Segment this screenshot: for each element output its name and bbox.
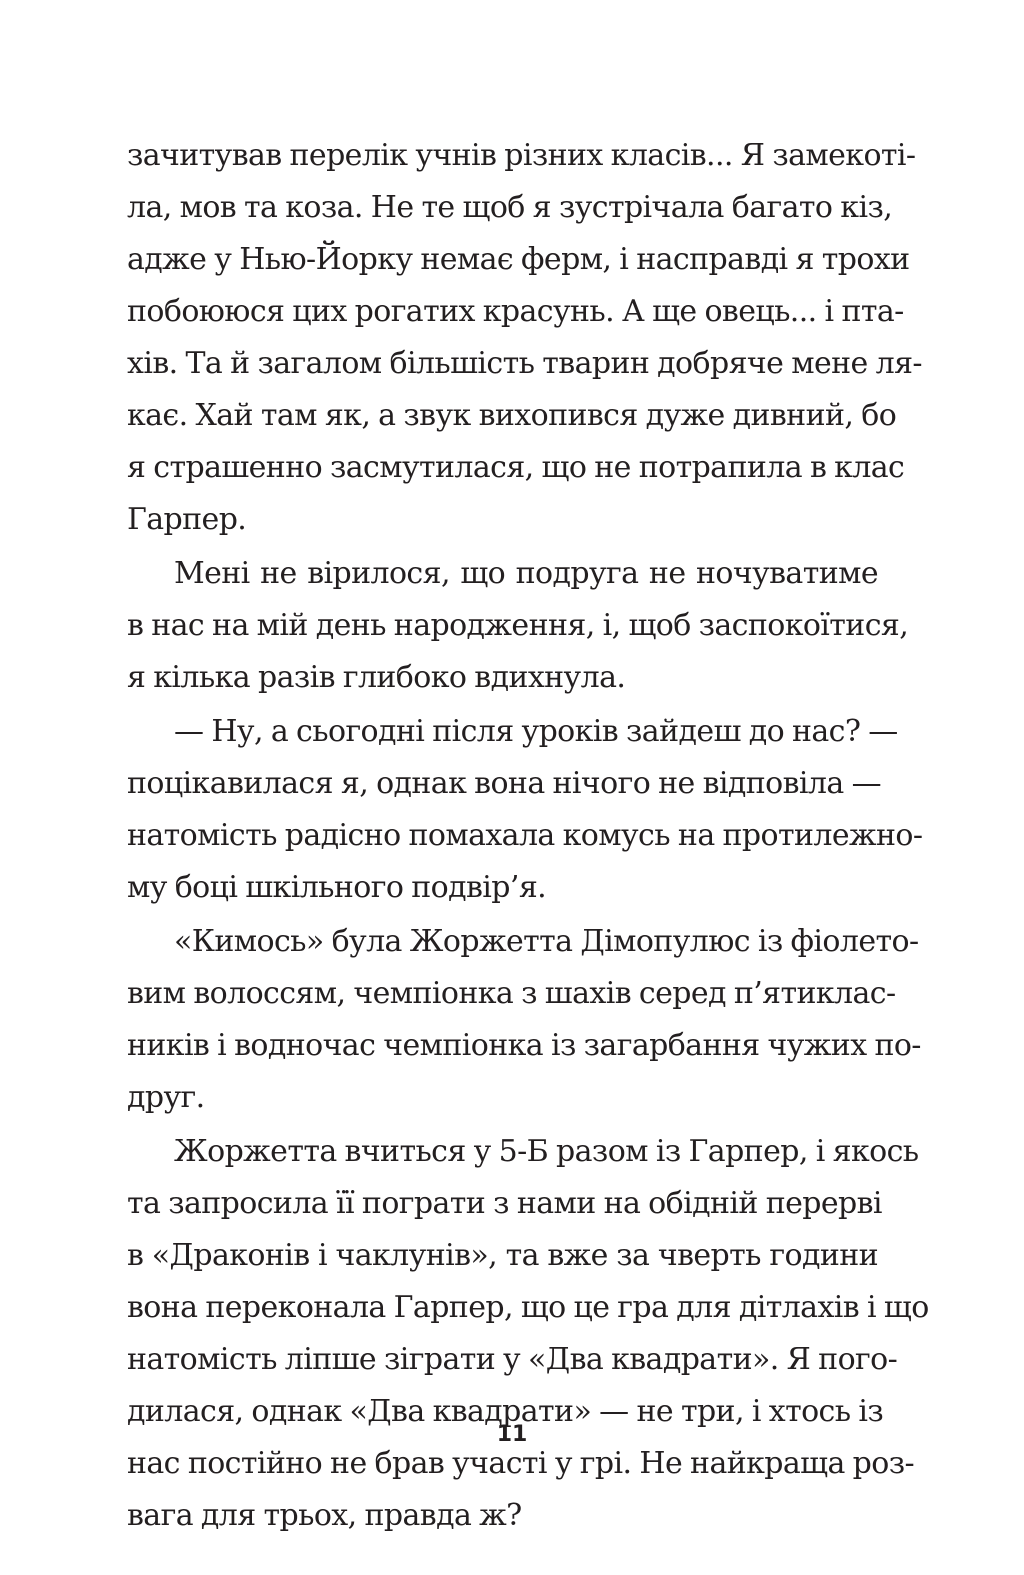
text-line: вага для трьох, правда ж?: [127, 1498, 522, 1533]
paragraph-1: [127, 130, 922, 546]
text-line: вим волоссям, чемпіонка з шахів серед п’ятиклас-: [127, 976, 896, 1011]
text-line: Гарпер.: [127, 502, 247, 537]
paragraph-2: [127, 548, 909, 704]
text-line: — Ну, а сьогодні після уроків зайдеш до нас? —: [174, 714, 898, 749]
text-line: ників і водночас чемпіонка із загарбання чужих по-: [127, 1028, 921, 1063]
text-line: хів. Та й загалом більшість тварин добряче мене ля-: [127, 346, 922, 381]
text-line: побоююся цих рогатих красунь. А ще овець... і пта-: [127, 294, 904, 329]
text-line: вона переконала Гарпер, що це гра для дітлахів і що: [127, 1290, 929, 1325]
text-line: поцікавилася я, однак вона нічого не відповіла —: [127, 766, 882, 801]
text-line: адже у Нью-Йорку немає ферм, і насправді я трохи: [127, 242, 910, 277]
text-line: в «Драконів і чаклунів», та вже за чверть години: [127, 1238, 878, 1273]
text-line: та запросила її пограти з нами на обідній перерві: [127, 1186, 882, 1221]
text-line: ла, мов та коза. Не те щоб я зустрічала багато кіз,: [127, 190, 893, 225]
text-line: му боці шкільного подвір’я.: [127, 870, 547, 905]
text-line: дилася, однак «Два квадрати» — не три, і хтось із: [127, 1394, 884, 1429]
paragraph-4: [127, 916, 921, 1124]
text-line: друг.: [127, 1080, 205, 1115]
text-line: в нас на мій день народження, і, щоб заспокоїтися,: [127, 608, 909, 643]
page-body: [127, 130, 929, 1542]
text-line: Жоржетта вчиться у 5-Б разом із Гарпер, і якось: [174, 1134, 919, 1169]
paragraph-3: [127, 706, 923, 914]
text-line: я страшенно засмутилася, що не потрапила в клас: [127, 450, 905, 485]
text-line: зачитував перелік учнів різних класів... Я замекоті-: [127, 138, 916, 173]
text-line: я кілька разів глибоко вдихнула.: [127, 660, 626, 695]
text-line: нас постійно не брав участі у грі. Не найкраща роз-: [127, 1446, 915, 1481]
text-line: «Кимось» була Жоржетта Дімопулюс із фіолето-: [174, 924, 919, 959]
text-line: натомість радісно помахала комусь на протилежно-: [127, 818, 923, 853]
text-line: натомість ліпше зіграти у «Два квадрати». Я пого-: [127, 1342, 898, 1377]
paragraph-5: [127, 1126, 929, 1542]
text-line: кає. Хай там як, а звук вихопився дуже дивний, бо: [127, 398, 897, 433]
text-line: Мені не вірилося, що подруга не ночуватиме: [174, 556, 878, 591]
page-number: 11: [496, 1422, 528, 1447]
